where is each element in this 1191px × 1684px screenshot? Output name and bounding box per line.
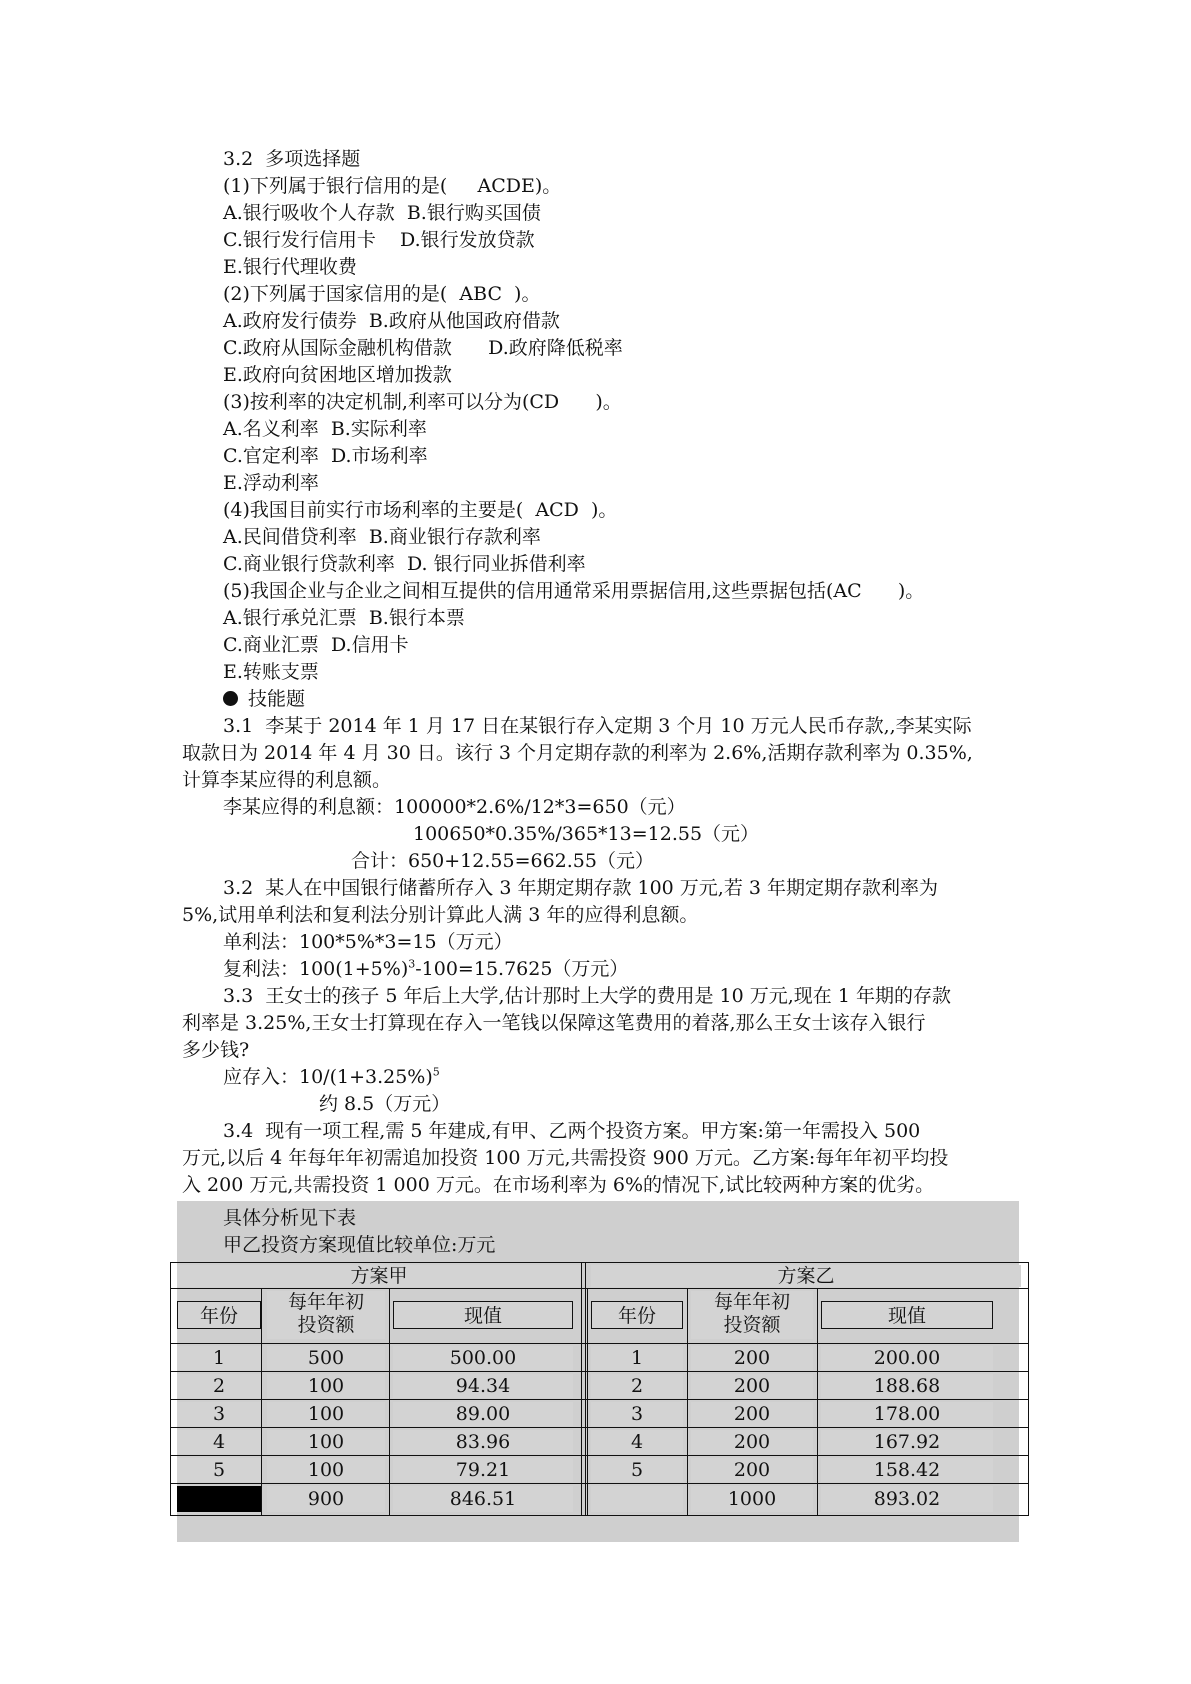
question-3-option-e: E.浮动利率 xyxy=(223,472,319,494)
table-row-b-pv: 167.92 xyxy=(821,1430,993,1454)
problem-3-4-line-2: 万元,以后 4 年每年年初需追加投资 100 万元,共需投资 900 万元。乙方案:每年年初平均投 xyxy=(182,1147,949,1169)
table-row-a-year: 2 xyxy=(177,1374,261,1398)
plan-a-header: 方案甲 xyxy=(177,1265,581,1287)
table-row-b-year: 3 xyxy=(591,1402,683,1426)
question-2-options-ab: A.政府发行债券 B.政府从他国政府借款 xyxy=(223,310,560,332)
question-3-options-cd: C.官定利率 D.市场利率 xyxy=(223,445,428,467)
total-b-pv: 893.02 xyxy=(821,1486,993,1512)
table-title: 甲乙投资方案现值比较单位:万元 xyxy=(223,1234,496,1256)
question-2: (2)下列属于国家信用的是( ABC )。 xyxy=(223,283,541,305)
total-label-redacted xyxy=(177,1486,261,1512)
deposit-formula: 应存入：10/(1+3.25%) xyxy=(223,1066,433,1088)
table-row-a-pv: 500.00 xyxy=(393,1346,573,1370)
table-row-a-pv: 89.00 xyxy=(393,1402,573,1426)
table-row-a-year: 1 xyxy=(177,1346,261,1370)
col-pv-a: 现值 xyxy=(393,1301,573,1329)
table-row-b-year: 1 xyxy=(591,1346,683,1370)
question-4-options-ab: A.民间借贷利率 B.商业银行存款利率 xyxy=(223,526,541,548)
answer-3-1-line-2: 100650*0.35%/365*13=12.55（元） xyxy=(413,823,760,845)
col-invest-a: 每年年初 投资额 xyxy=(267,1291,385,1339)
table-row-b-invest: 200 xyxy=(691,1402,813,1426)
compound-formula-a: 复利法：100(1+5%) xyxy=(223,958,409,980)
question-1-options-cd: C.银行发行信用卡 D.银行发放贷款 xyxy=(223,229,535,251)
problem-3-1-line-1: 3.1 李某于 2014 年 1 月 17 日在某银行存入定期 3 个月 10 万元人民币存款,,李某实际 xyxy=(223,715,972,737)
question-1: (1)下列属于银行信用的是( ACDE)。 xyxy=(223,175,562,197)
table-row-a-pv: 83.96 xyxy=(393,1430,573,1454)
table-row-a-invest: 500 xyxy=(267,1346,385,1370)
table-row-b-year: 2 xyxy=(591,1374,683,1398)
compound-formula-b: -100=15.7625（万元） xyxy=(415,958,629,980)
answer-3-3-line-2: 约 8.5（万元） xyxy=(319,1093,451,1115)
question-1-options-ab: A.银行吸收个人存款 B.银行购买国债 xyxy=(223,202,541,224)
problem-3-3-line-2: 利率是 3.25%,王女士打算现在存入一笔钱以保障这笔费用的着落,那么王女士该存入银行 xyxy=(182,1012,926,1034)
question-4-options-cd: C.商业银行贷款利率 D. 银行同业拆借利率 xyxy=(223,553,586,575)
col-invest-b: 每年年初 投资额 xyxy=(691,1291,813,1339)
table-row-b-year: 5 xyxy=(591,1458,683,1482)
table-row-a-year: 3 xyxy=(177,1402,261,1426)
deposit-exponent: 5 xyxy=(432,1065,440,1079)
table-row-b-invest: 200 xyxy=(691,1430,813,1454)
answer-3-2-simple: 单利法：100*5%*3=15（万元） xyxy=(223,931,513,953)
table-row-b-year: 4 xyxy=(591,1430,683,1454)
problem-3-2-line-1: 3.2 某人在中国银行储蓄所存入 3 年期定期存款 100 万元,若 3 年期定期存款利率为 xyxy=(223,877,939,899)
answer-3-1-line-1: 李某应得的利息额：100000*2.6%/12*3=650（元） xyxy=(223,796,686,818)
total-b-label xyxy=(591,1486,683,1512)
question-5: (5)我国企业与企业之间相互提供的信用通常采用票据信用,这些票据包括(AC )。 xyxy=(223,580,925,602)
problem-3-2-line-2: 5%,试用单利法和复利法分别计算此人满 3 年的应得利息额。 xyxy=(182,904,699,926)
section-heading-skills xyxy=(223,686,305,713)
table-row-a-year: 5 xyxy=(177,1458,261,1482)
problem-3-3-line-1: 3.3 王女士的孩子 5 年后上大学,估计那时上大学的费用是 10 万元,现在 1 年期的存款 xyxy=(223,985,951,1007)
question-5-options-cd: C.商业汇票 D.信用卡 xyxy=(223,634,409,656)
question-3: (3)按利率的决定机制,利率可以分为(CD )。 xyxy=(223,391,622,413)
question-1-option-e: E.银行代理收费 xyxy=(223,256,357,278)
col-year-b: 年份 xyxy=(591,1301,683,1329)
table-row-b-invest: 200 xyxy=(691,1374,813,1398)
bullet-icon xyxy=(223,691,238,706)
col-year-a: 年份 xyxy=(177,1301,261,1329)
table-row-a-pv: 79.21 xyxy=(393,1458,573,1482)
answer-3-3-line-1 xyxy=(223,1064,440,1091)
question-5-options-ab: A.银行承兑汇票 B.银行本票 xyxy=(223,607,465,629)
problem-3-4-line-1: 3.4 现有一项工程,需 5 年建成,有甲、乙两个投资方案。甲方案:第一年需投入 500 xyxy=(223,1120,921,1142)
answer-3-1-total: 合计：650+12.55=662.55（元） xyxy=(351,850,654,872)
total-b-invest: 1000 xyxy=(691,1486,813,1512)
table-row-a-invest: 100 xyxy=(267,1430,385,1454)
table-row-a-invest: 100 xyxy=(267,1458,385,1482)
table-row-b-invest: 200 xyxy=(691,1346,813,1370)
table-row-b-invest: 200 xyxy=(691,1458,813,1482)
col-pv-b: 现值 xyxy=(821,1301,993,1329)
question-2-option-e: E.政府向贫困地区增加拨款 xyxy=(223,364,452,386)
question-2-options-cd: C.政府从国际金融机构借款 D.政府降低税率 xyxy=(223,337,623,359)
plan-b-header: 方案乙 xyxy=(591,1265,1021,1287)
question-5-option-e: E.转账支票 xyxy=(223,661,319,683)
table-row-b-pv: 158.42 xyxy=(821,1458,993,1482)
table-row-b-pv: 200.00 xyxy=(821,1346,993,1370)
compound-exponent: 3 xyxy=(408,957,416,971)
question-4: (4)我国目前实行市场利率的主要是( ACD )。 xyxy=(223,499,618,521)
table-row-a-invest: 100 xyxy=(267,1402,385,1426)
table-row-b-pv: 178.00 xyxy=(821,1402,993,1426)
total-a-invest: 900 xyxy=(267,1486,385,1512)
problem-3-1-line-3: 计算李某应得的利息额。 xyxy=(182,769,392,791)
problem-3-3-line-3: 多少钱? xyxy=(182,1039,250,1061)
total-a-pv: 846.51 xyxy=(393,1486,573,1512)
answer-3-2-compound xyxy=(223,956,628,983)
table-row-a-pv: 94.34 xyxy=(393,1374,573,1398)
problem-3-4-line-3: 入 200 万元,共需投资 1 000 万元。在市场利率为 6%的情况下,试比较两种方案的优劣。 xyxy=(182,1174,935,1196)
table-row-a-year: 4 xyxy=(177,1430,261,1454)
question-3-options-ab: A.名义利率 B.实际利率 xyxy=(223,418,427,440)
section-heading-multi: 3.2 多项选择题 xyxy=(223,148,361,170)
table-row-a-invest: 100 xyxy=(267,1374,385,1398)
analysis-note: 具体分析见下表 xyxy=(223,1207,357,1229)
comparison-table xyxy=(170,1262,1029,1516)
table-row-b-pv: 188.68 xyxy=(821,1374,993,1398)
problem-3-1-line-2: 取款日为 2014 年 4 月 30 日。该行 3 个月定期存款的利率为 2.6%,活期存款利率为 0.35%, xyxy=(182,742,973,764)
skills-heading-text: 技能题 xyxy=(248,688,306,710)
